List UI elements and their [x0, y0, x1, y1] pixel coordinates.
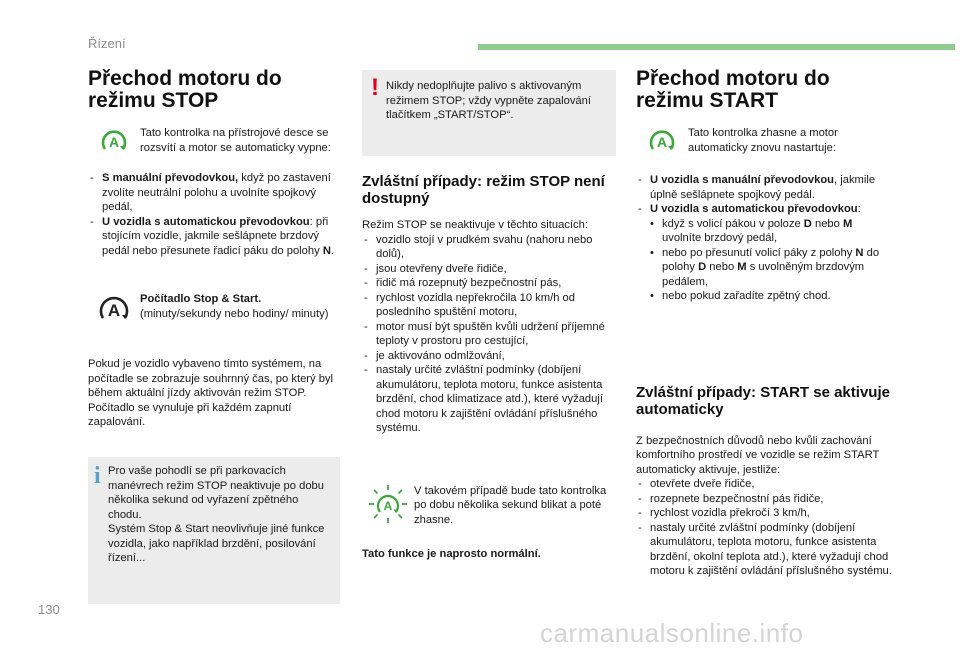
- auto-stop-start-icon: [88, 126, 140, 154]
- warning-exclamation-icon: !: [371, 74, 379, 101]
- list-item: - jsou otevřeny dveře řidiče,: [362, 262, 618, 277]
- stop-heading: Přechod motoru do režimu STOP: [88, 67, 282, 112]
- list-item: - rychlost vozidla nepřekročila 10 km/h od posledního spuštění motoru,: [362, 291, 618, 320]
- section-title: Řízení: [88, 36, 126, 51]
- start-indicator-row: [636, 126, 892, 155]
- svg-text:A: A: [656, 134, 668, 150]
- list-item: • nebo po přesunutí volicí páky z polohy N do polohy D nebo M s uvolněným brzdovým pedálem,: [650, 246, 892, 290]
- counter-row: [88, 292, 342, 326]
- svg-text:A: A: [383, 498, 393, 513]
- list-item: - je aktivováno odmlžování,: [362, 349, 618, 364]
- normal-text: Tato funkce je naprosto normální.: [362, 548, 541, 560]
- info-note: [88, 457, 340, 604]
- svg-text:A: A: [108, 134, 120, 150]
- special-stop-column: [362, 173, 618, 562]
- auto-stop-start-icon: [636, 126, 688, 154]
- list-item: - rozepnete bezpečnostní pás řidiče,: [636, 492, 892, 507]
- list-item: - U vozidla s automatickou převodovkou:: [636, 202, 892, 217]
- warning-text: Nikdy nedoplňujte palivo s aktivovaným režimem STOP; vždy vypněte zapalování tlačítkem „START/STOP“.: [386, 80, 591, 121]
- info-text-2: Systém Stop & Start neovlivňuje jiné funkce vozidla, jako například brzdění, posilování řízení...: [108, 523, 325, 564]
- special-start-list: [636, 477, 892, 579]
- start-indicator-text: Tato kontrolka zhasne a motor automaticky znovu nastartuje:: [688, 127, 838, 154]
- list-item: • když s volicí pákou v poloze D nebo M uvolníte brzdový pedál,: [650, 217, 892, 246]
- page-number: 130: [38, 602, 60, 617]
- blink-row: [362, 484, 618, 528]
- start-auto-sublist: [636, 217, 892, 304]
- stop-indicator-row: [88, 126, 342, 155]
- list-item: - U vozidla s automatickou převodovkou: při stojícím vozidle, jakmile sešlápnete brzdový pedál nebo přesunete řadicí páku do polohy N.: [88, 215, 342, 259]
- blink-text: V takovém případě bude tato kontrolka po dobu několika sekund blikat a poté zhasne.: [414, 484, 607, 526]
- special-stop-list: [362, 233, 618, 436]
- list-item: - S manuální převodovkou, když po zastavení zvolíte neutrální polohu a uvolníte spojkový pedál,: [88, 171, 342, 215]
- info-icon: i: [94, 463, 101, 489]
- header-accent-bar: [478, 44, 955, 50]
- start-column: [636, 68, 892, 579]
- list-item: - otevřete dveře řidiče,: [636, 477, 892, 492]
- special-start-intro: Z bezpečnostních důvodů nebo kvůli zachování komfortního prostředí ve vozidle se režim START automaticky aktivuje, jestliže:: [636, 434, 880, 476]
- list-item: - nastaly určité zvláštní podmínky (dobíjení akumulátoru, teplota motoru, funkce asistenta brzdění, okolní teplota atd.), které vyžadují chod motoru k zajištění ovládání příslušného systému.: [636, 521, 892, 579]
- counter-title: Počítadlo Stop & Start.: [140, 293, 262, 305]
- list-item: - U vozidla s manuální převodovkou, jakmile úplně sešlápnete spojkový pedál.: [636, 173, 892, 202]
- stop-start-counter-icon: [88, 292, 140, 326]
- watermark: carmanualsonline.info: [540, 618, 804, 648]
- special-stop-heading: Zvláštní případy: režim STOP není dostupný: [362, 173, 605, 207]
- list-item: - vozidlo stojí v prudkém svahu (nahoru nebo dolů),: [362, 233, 618, 262]
- stop-conditions-list: [88, 171, 342, 258]
- special-start-heading: Zvláštní případy: START se aktivuje automaticky: [636, 383, 890, 418]
- start-heading: Přechod motoru do režimu START: [636, 67, 830, 112]
- stop-column: [88, 68, 342, 430]
- warning-note: [362, 70, 616, 156]
- list-item: - nastaly určité zvláštní podmínky (dobíjení akumulátoru, teplota motoru, funkce asistenta brzdění, chod klimatizace atd.), které vyžadují chod motoru k zajištění ovládání příslušného systému.: [362, 363, 618, 436]
- auto-stop-start-blinking-icon: [362, 484, 414, 524]
- special-stop-intro: Režim STOP se neaktivuje v těchto situacích:: [362, 219, 588, 231]
- start-conditions-list: [636, 173, 892, 217]
- svg-text:A: A: [107, 301, 121, 320]
- list-item: - motor musí být spuštěn kvůli udržení příjemné teploty v prostoru pro cestující,: [362, 320, 618, 349]
- info-text-1: Pro vaše pohodlí se při parkovacích manévrech režim STOP neaktivuje po dobu několika sekund od vyřazení zpětného chodu.: [108, 465, 324, 521]
- stop-indicator-text: Tato kontrolka na přístrojové desce se rozsvítí a motor se automaticky vypne:: [140, 127, 331, 154]
- counter-paragraph: Pokud je vozidlo vybaveno tímto systémem, na počítadle se zobrazuje souhrnný čas, po který byl během aktuální jízdy aktivován režim STOP. Počítadlo se vynuluje při každém zapnutí zapalování.: [88, 358, 334, 428]
- list-item: - řidič má rozepnutý bezpečnostní pás,: [362, 276, 618, 291]
- counter-text: (minuty/sekundy nebo hodiny/ minuty): [140, 307, 329, 320]
- list-item: - rychlost vozidla překročí 3 km/h,: [636, 506, 892, 521]
- list-item: • nebo pokud zařadíte zpětný chod.: [650, 289, 892, 304]
